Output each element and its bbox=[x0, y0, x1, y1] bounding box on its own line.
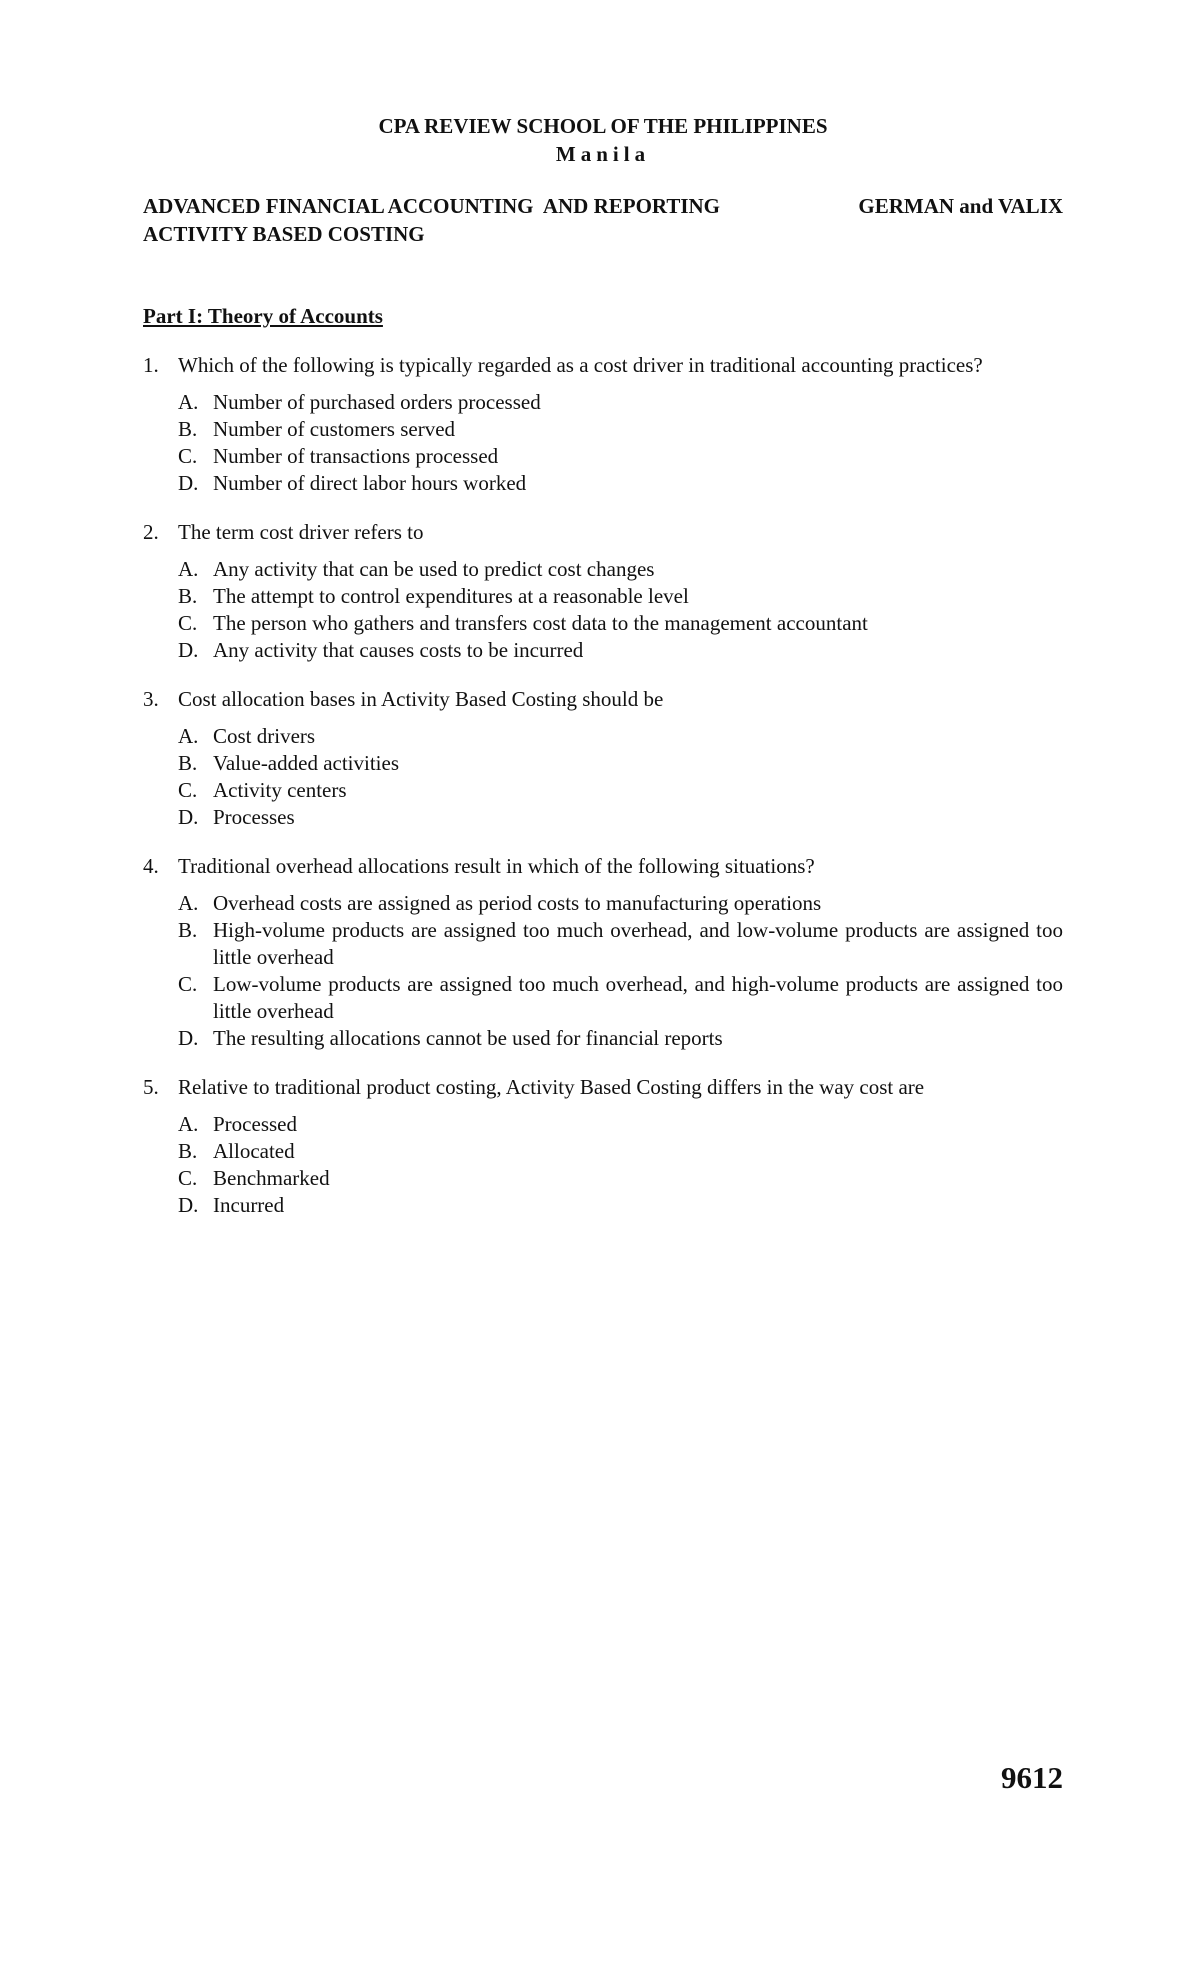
choice-list bbox=[178, 556, 1063, 664]
choice-text: Incurred bbox=[213, 1193, 285, 1217]
choice-d bbox=[178, 637, 1063, 664]
question-3 bbox=[143, 686, 1063, 831]
choice-c bbox=[178, 971, 1063, 1025]
question-number: 2. bbox=[143, 520, 159, 544]
course-title: ADVANCED FINANCIAL ACCOUNTING AND REPORTING bbox=[143, 194, 721, 218]
choice-b bbox=[178, 917, 1063, 971]
question-text: Relative to traditional product costing, Activity Based Costing differs in the way cost are bbox=[178, 1075, 925, 1099]
choice-text: Any activity that can be used to predict cost changes bbox=[213, 557, 655, 581]
choice-letter: D. bbox=[178, 471, 199, 495]
choice-a bbox=[178, 389, 1063, 416]
choice-letter: A. bbox=[178, 390, 199, 414]
choice-a bbox=[178, 723, 1063, 750]
choice-text: Number of customers served bbox=[213, 417, 456, 441]
choice-b bbox=[178, 1138, 1063, 1165]
choice-letter: A. bbox=[178, 891, 199, 915]
school-city: Manila bbox=[555, 142, 651, 166]
choice-text: Processed bbox=[213, 1112, 297, 1136]
choice-a bbox=[178, 556, 1063, 583]
question-number: 1. bbox=[143, 353, 159, 377]
question-1 bbox=[143, 352, 1063, 497]
choice-letter: B. bbox=[178, 417, 198, 441]
question-5 bbox=[143, 1074, 1063, 1219]
question-list bbox=[143, 352, 1063, 1219]
choice-text: The attempt to control expenditures at a reasonable level bbox=[213, 584, 689, 608]
choice-text: Benchmarked bbox=[213, 1166, 330, 1190]
choice-text: The resulting allocations cannot be used for financial reports bbox=[213, 1026, 723, 1050]
choice-list bbox=[178, 1111, 1063, 1219]
question-number: 5. bbox=[143, 1075, 159, 1099]
choice-d bbox=[178, 470, 1063, 497]
choice-b bbox=[178, 416, 1063, 443]
choice-text: Processes bbox=[213, 805, 295, 829]
choice-letter: B. bbox=[178, 918, 198, 942]
choice-c bbox=[178, 610, 1063, 637]
choice-list bbox=[178, 389, 1063, 497]
choice-letter: D. bbox=[178, 1193, 199, 1217]
question-text: The term cost driver refers to bbox=[178, 520, 424, 544]
school-name: CPA REVIEW SCHOOL OF THE PHILIPPINES bbox=[378, 114, 828, 138]
choice-letter: D. bbox=[178, 1026, 199, 1050]
choice-c bbox=[178, 777, 1063, 804]
choice-text: Number of direct labor hours worked bbox=[213, 471, 527, 495]
choice-d bbox=[178, 804, 1063, 831]
choice-text: Allocated bbox=[213, 1139, 295, 1163]
choice-letter: C. bbox=[178, 444, 198, 468]
choice-text: Number of transactions processed bbox=[213, 444, 499, 468]
choice-b bbox=[178, 583, 1063, 610]
course-header bbox=[143, 192, 1063, 220]
choice-letter: C. bbox=[178, 972, 198, 996]
choice-list bbox=[178, 723, 1063, 831]
choice-text: Value-added activities bbox=[213, 751, 400, 775]
choice-letter: B. bbox=[178, 1139, 198, 1163]
choice-a bbox=[178, 1111, 1063, 1138]
topic-title: ACTIVITY BASED COSTING bbox=[143, 222, 425, 246]
choice-letter: B. bbox=[178, 584, 198, 608]
question-text: Which of the following is typically regarded as a cost driver in traditional accounting practices? bbox=[178, 353, 983, 377]
choice-letter: C. bbox=[178, 778, 198, 802]
part-title: Part I: Theory of Accounts bbox=[143, 304, 383, 328]
choice-text: Number of purchased orders processed bbox=[213, 390, 541, 414]
question-text: Cost allocation bases in Activity Based Costing should be bbox=[178, 687, 664, 711]
choice-text: Cost drivers bbox=[213, 724, 316, 748]
choice-c bbox=[178, 443, 1063, 470]
question-text: Traditional overhead allocations result in which of the following situations? bbox=[178, 854, 815, 878]
choice-letter: A. bbox=[178, 557, 199, 581]
choice-text: Low-volume products are assigned too much overhead, and high-volume products are assigned too little overhead bbox=[213, 972, 1063, 1023]
question-number: 4. bbox=[143, 854, 159, 878]
choice-text: Activity centers bbox=[213, 778, 347, 802]
authors: GERMAN and VALIX bbox=[858, 194, 1063, 218]
choice-letter: A. bbox=[178, 1112, 199, 1136]
choice-text: The person who gathers and transfers cost data to the management accountant bbox=[213, 611, 868, 635]
question-number: 3. bbox=[143, 687, 159, 711]
document-content bbox=[143, 112, 1063, 1241]
question-2 bbox=[143, 519, 1063, 664]
choice-text: Any activity that causes costs to be incurred bbox=[213, 638, 584, 662]
choice-letter: B. bbox=[178, 751, 198, 775]
page-number: 9612 bbox=[1001, 1760, 1063, 1795]
choice-text: Overhead costs are assigned as period costs to manufacturing operations bbox=[213, 891, 822, 915]
choice-letter: D. bbox=[178, 638, 199, 662]
choice-letter: D. bbox=[178, 805, 199, 829]
choice-list bbox=[178, 890, 1063, 1052]
choice-c bbox=[178, 1165, 1063, 1192]
choice-letter: A. bbox=[178, 724, 199, 748]
choice-b bbox=[178, 750, 1063, 777]
choice-letter: C. bbox=[178, 611, 198, 635]
choice-letter: C. bbox=[178, 1166, 198, 1190]
choice-a bbox=[178, 890, 1063, 917]
choice-d bbox=[178, 1025, 1063, 1052]
choice-d bbox=[178, 1192, 1063, 1219]
question-4 bbox=[143, 853, 1063, 1052]
choice-text: High-volume products are assigned too much overhead, and low-volume products are assigned too little overhead bbox=[213, 918, 1063, 969]
